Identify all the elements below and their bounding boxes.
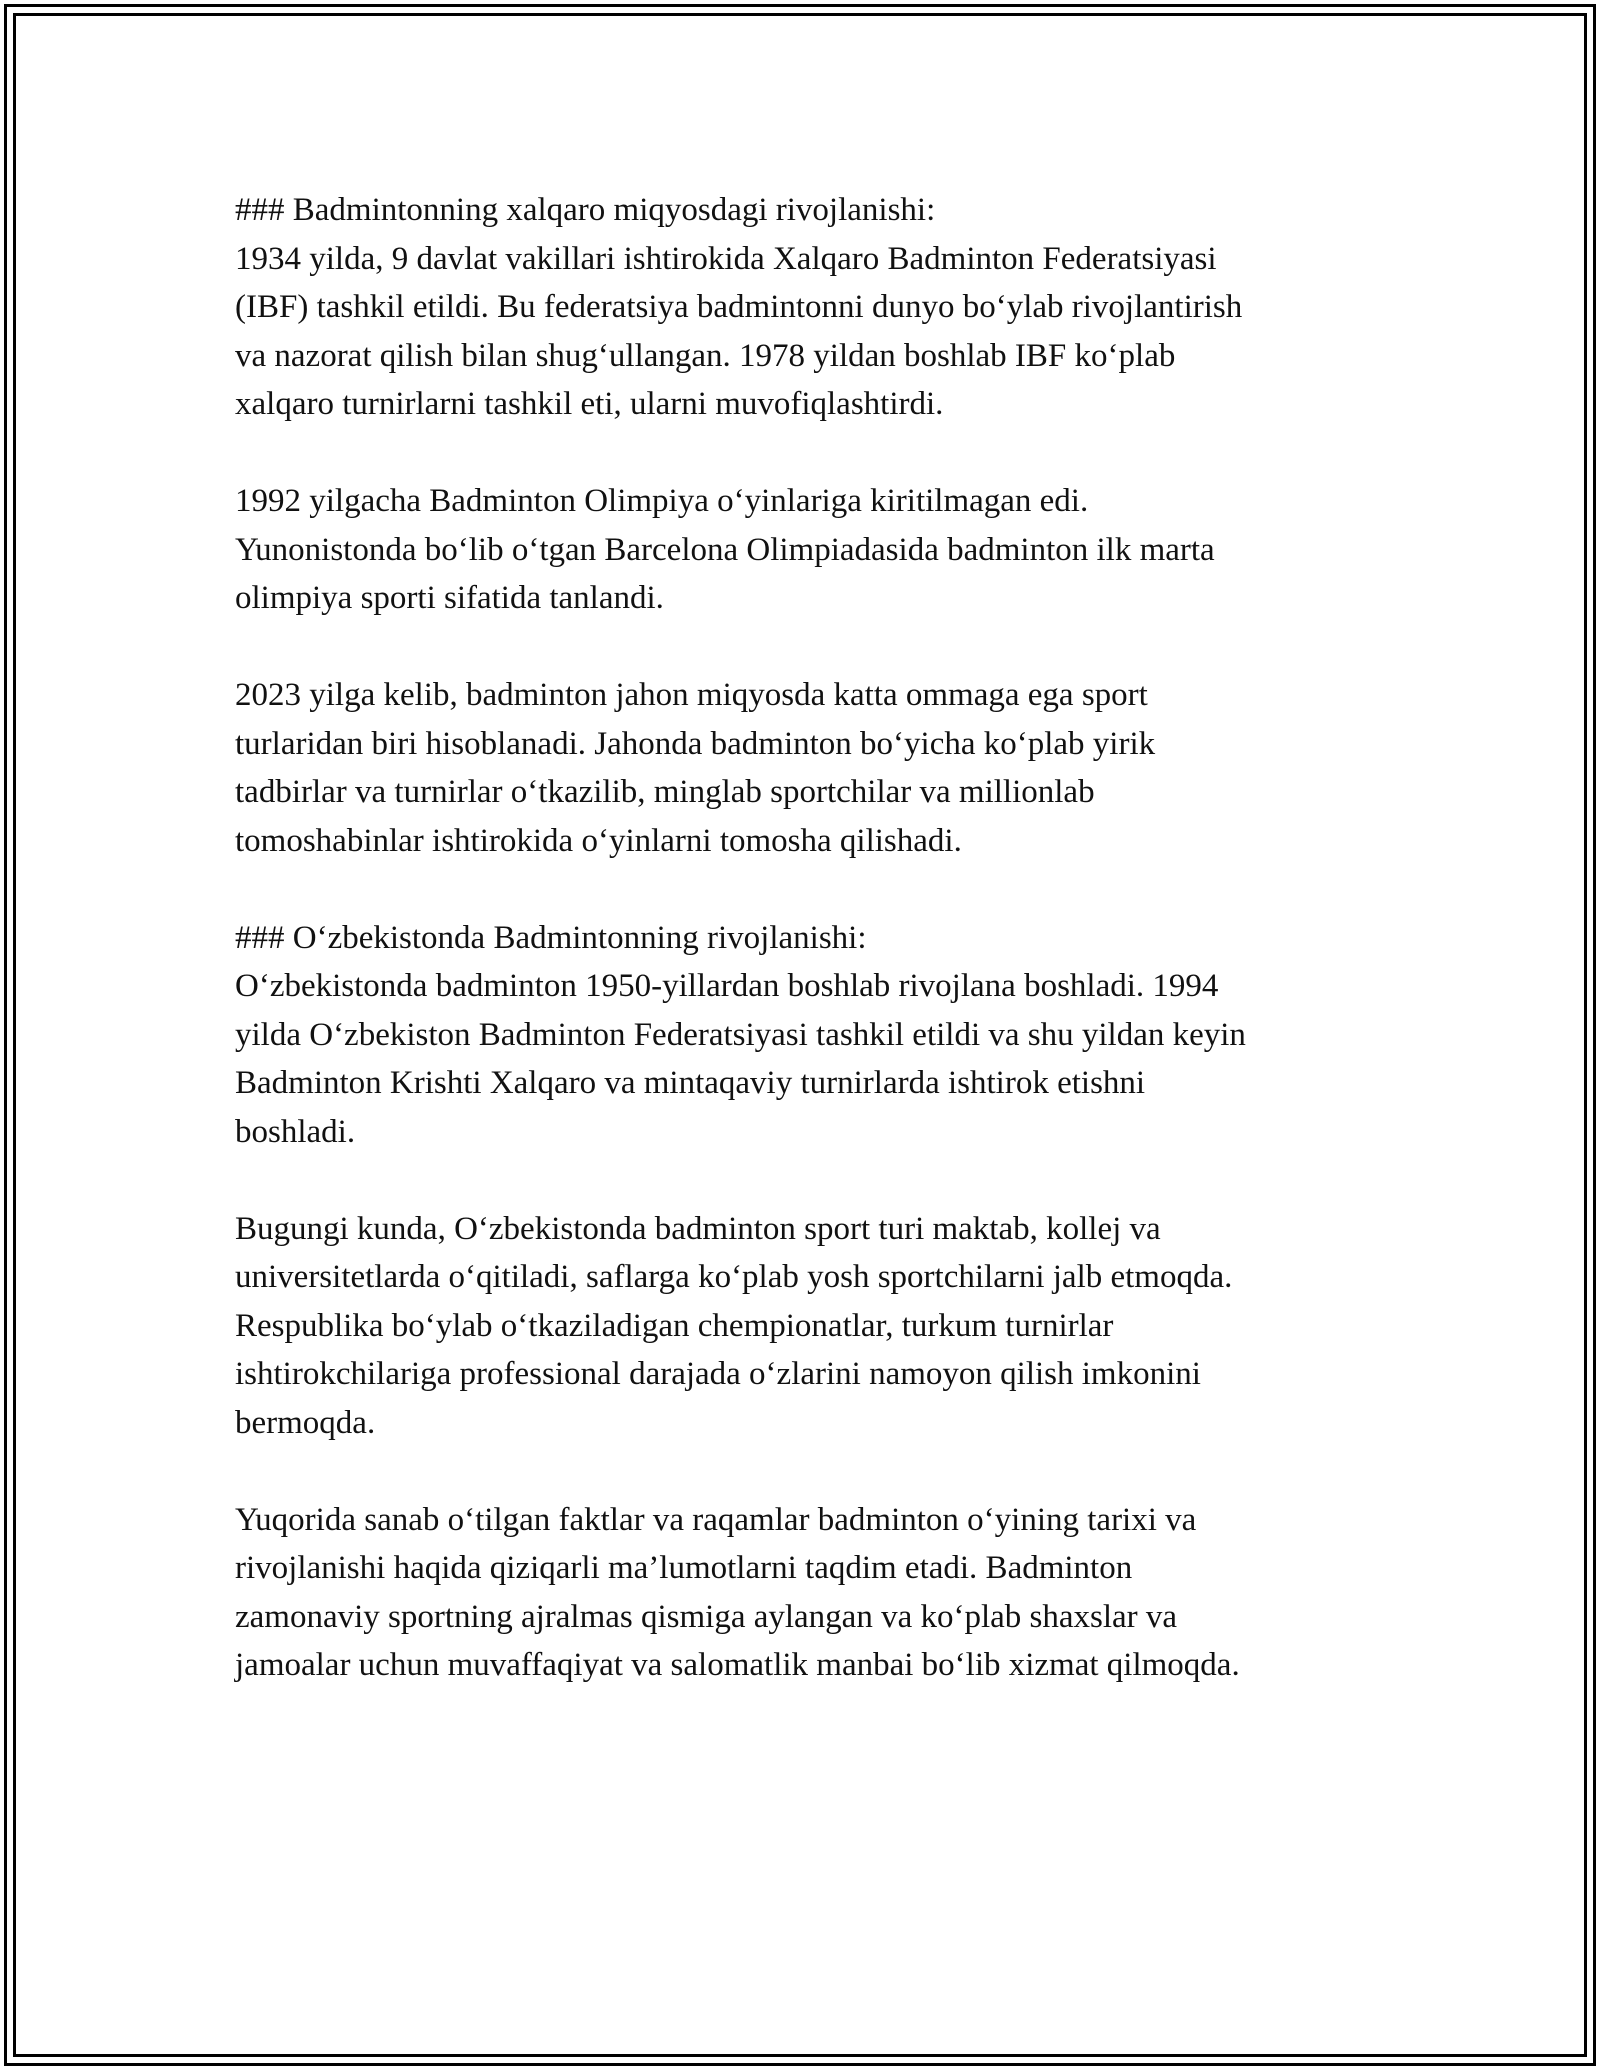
section-heading: ### Badmintonning xalqaro miqyosdagi rivojlanishi: bbox=[235, 192, 936, 228]
text-line: Bugungi kunda, O‘zbekistonda badminton sport turi maktab, kollej va bbox=[235, 1210, 1161, 1247]
text-line: 1934 yilda, 9 davlat vakillari ishtirokida Xalqaro Badminton Federatsiyasi bbox=[235, 240, 1217, 277]
text-line: bermoqda. bbox=[235, 1404, 376, 1441]
text-line: boshladi. bbox=[235, 1113, 356, 1150]
text-line: (IBF) tashkil etildi. Bu federatsiya badmintonni dunyo bo‘ylab rivojlantirish bbox=[235, 289, 1243, 325]
text-line: ishtirokchilariga professional darajada o‘zlarini namoyon qilish imkonini bbox=[235, 1356, 1201, 1392]
paragraph-2023 bbox=[235, 671, 1375, 865]
text-line: olimpiya sporti sifatida tanlandi. bbox=[235, 580, 664, 616]
text-line: yilda O‘zbekiston Badminton Federatsiyasi tashkil etildi va shu yildan keyin bbox=[235, 1016, 1246, 1053]
section-international bbox=[235, 186, 1375, 429]
section-uzbekistan bbox=[235, 914, 1375, 1157]
text-line: Respublika bo‘ylab o‘tkaziladigan chempionatlar, turkum turnirlar bbox=[235, 1307, 1114, 1344]
text-line: O‘zbekistonda badminton 1950-yillardan boshlab rivojlana boshladi. 1994 bbox=[235, 968, 1219, 1004]
text-line: va nazorat qilish bilan shug‘ullangan. 1978 yildan boshlab IBF ko‘plab bbox=[235, 337, 1176, 374]
text-line: Yunonistonda bo‘lib o‘tgan Barcelona Olimpiadasida badminton ilk marta bbox=[235, 531, 1215, 568]
text-line: universitetlarda o‘qitiladi, saflarga ko‘plab yosh sportchilarni jalb etmoqda. bbox=[235, 1259, 1233, 1295]
document-body bbox=[235, 186, 1375, 1738]
text-line: 1992 yilgacha Badminton Olimpiya o‘yinlariga kiritilmagan edi. bbox=[235, 483, 1089, 519]
text-line: Yuqorida sanab o‘tilgan faktlar va raqamlar badminton o‘yining tarixi va bbox=[235, 1501, 1197, 1538]
text-line: Badminton Krishti Xalqaro va mintaqaviy turnirlarda ishtirok etishni bbox=[235, 1065, 1146, 1101]
paragraph-today bbox=[235, 1205, 1375, 1448]
text-line: 2023 yilga kelib, badminton jahon miqyosda katta ommaga ega sport bbox=[235, 677, 1148, 713]
paragraph-conclusion bbox=[235, 1496, 1375, 1690]
text-line: tadbirlar va turnirlar o‘tkazilib, minglab sportchilar va millionlab bbox=[235, 774, 1095, 810]
text-line: zamonaviy sportning ajralmas qismiga aylangan va ko‘plab shaxslar va bbox=[235, 1598, 1178, 1635]
text-line: turlaridan biri hisoblanadi. Jahonda badminton bo‘yicha ko‘plab yirik bbox=[235, 725, 1156, 762]
text-line: rivojlanishi haqida qiziqarli ma’lumotlarni taqdim etadi. Badminton bbox=[235, 1550, 1133, 1586]
section-heading: ### O‘zbekistonda Badmintonning rivojlanishi: bbox=[235, 919, 867, 956]
text-line: xalqaro turnirlarni tashkil eti, ularni muvofiqlashtirdi. bbox=[235, 386, 944, 422]
text-line: jamoalar uchun muvaffaqiyat va salomatlik manbai bo‘lib xizmat qilmoqda. bbox=[235, 1647, 1240, 1683]
paragraph-olympics bbox=[235, 477, 1375, 623]
text-line: tomoshabinlar ishtirokida o‘yinlarni tomosha qilishadi. bbox=[235, 822, 962, 859]
